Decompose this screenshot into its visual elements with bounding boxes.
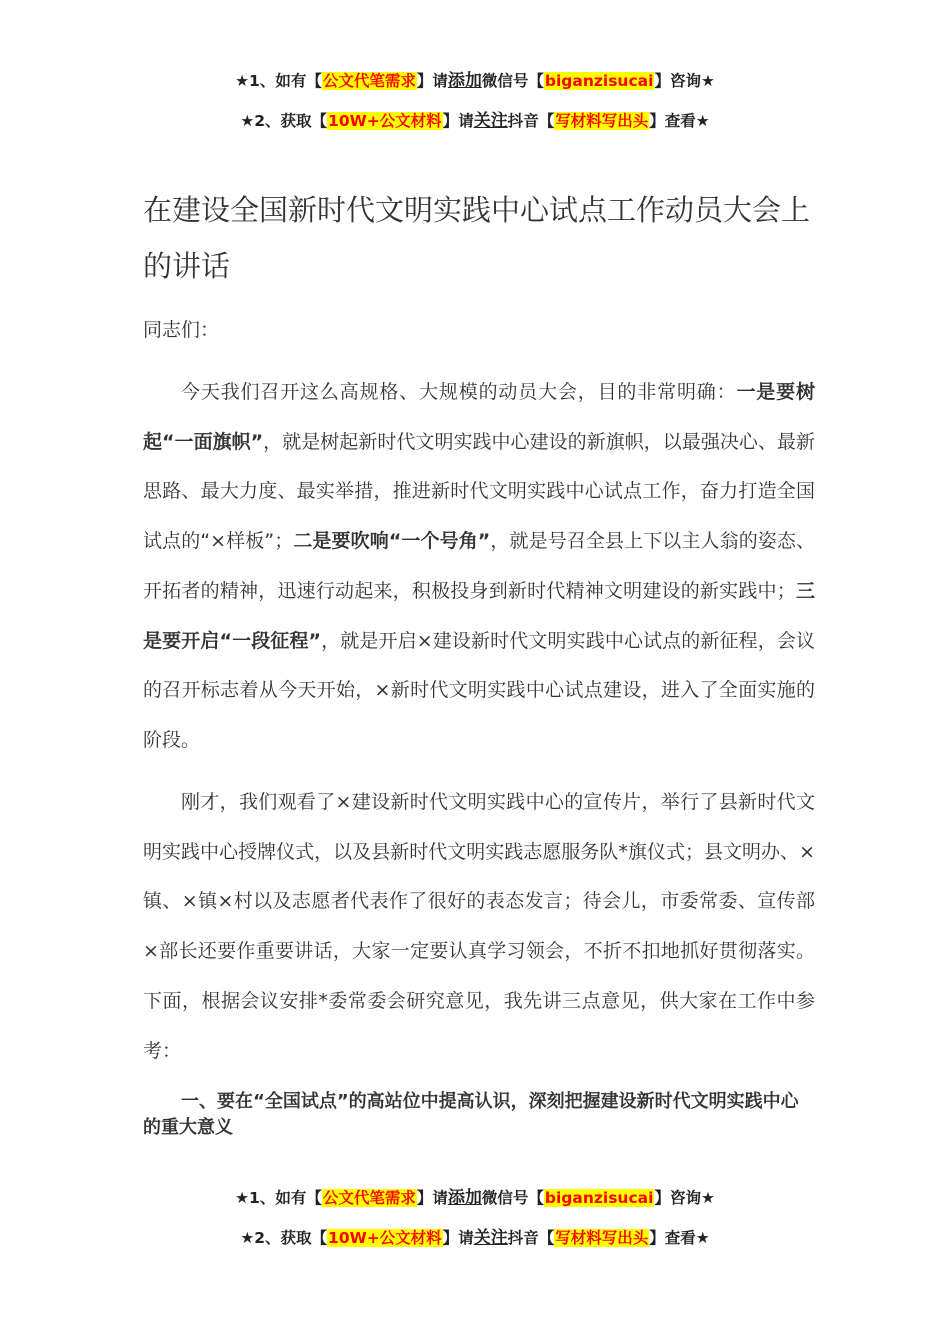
bold-point-2: 二是要吹响“一个号角”: [293, 530, 491, 553]
highlight-materials: 10W+公文材料: [328, 112, 442, 130]
banner-text: 】咨询★: [654, 72, 715, 90]
highlight-douyin-account: 写材料写出头: [555, 112, 649, 130]
underlined-text: 添加: [447, 1188, 482, 1208]
banner-text: 】查看★: [649, 1229, 710, 1247]
highlight-wechat-id: biganzisucai: [544, 72, 654, 90]
banner-text: 微信号【: [481, 1189, 544, 1207]
bold-point-3: 三是要开启“一段征程”: [143, 579, 815, 652]
banner-text: 抖音【: [507, 112, 555, 130]
banner-text: ★1、如有【: [235, 1189, 322, 1207]
banner-text: 】咨询★: [654, 1189, 715, 1207]
banner-text: 微信号【: [481, 72, 544, 90]
highlight-douyin-account: 写材料写出头: [555, 1229, 649, 1247]
banner-text: 】请: [416, 1189, 448, 1207]
top-banner-line-2: [0, 110, 950, 132]
banner-text: 抖音【: [507, 1229, 555, 1247]
bottom-banner-line-1: [0, 1187, 950, 1209]
highlight-materials: 10W+公文材料: [328, 1229, 442, 1247]
paragraph-text: ，就是号召全县上下以主人翁的姿态、开拓者的精神，迅速行动起来，积极投身到新时代精神文明建设的新实践中；: [143, 530, 815, 602]
top-banner-line-1: [0, 70, 950, 92]
bold-point-1: 一是要树起“一面旗帜”: [143, 381, 815, 453]
banner-text: ★1、如有【: [235, 72, 322, 90]
underlined-text: 关注: [473, 1228, 508, 1248]
greeting: 同志们：: [143, 319, 220, 341]
bottom-banner-line-2: [0, 1227, 950, 1249]
paragraph-text: ，就是开启×建设新时代文明实践中心试点的新征程，会议的召开标志着从今天开始，×新时代文明实践中心试点建设，进入了全面实施的阶段。: [143, 629, 815, 751]
underlined-text: 添加: [447, 71, 482, 91]
paragraph-1: [143, 368, 815, 766]
section-heading-1: 一、要在“全国试点”的高站位中提高认识，深刻把握建设新时代文明实践中心的重大意义: [143, 1091, 799, 1138]
paragraph-text: ，就是树起新时代文明实践中心建设的新旗帜，以最强决心、最新思路、最大力度、最实举措，推进新时代文明实践中心试点工作，奋力打造全国试点的“×样板”；: [143, 430, 815, 553]
banner-text: 】请: [442, 112, 474, 130]
underlined-text: 关注: [473, 111, 508, 131]
paragraph-2: 刚才，我们观看了×建设新时代文明实践中心的宣传片，举行了县新时代文明实践中心授牌仪式，以及县新时代文明实践志愿服务队*旗仪式；县文明办、×镇、×镇×村以及志愿者代表作了很好的表态发言；待会儿，市委常委、宣传部×部长还要作重要讲话，大家一定要认真学习领会，不折不扣地抓好贯彻落实。下面，根据会议安排*委常委会研究意见，我先讲三点意见，供大家在工作中参考：: [143, 791, 815, 1062]
highlight-wechat-id: biganzisucai: [544, 1189, 654, 1207]
highlight-service: 公文代笔需求: [322, 72, 416, 90]
banner-text: 】请: [442, 1229, 474, 1247]
banner-text: ★2、获取【: [240, 1229, 328, 1247]
document-title: 在建设全国新时代文明实践中心试点工作动员大会上的讲话: [143, 193, 811, 283]
banner-text: 】请: [416, 72, 448, 90]
banner-text: 】查看★: [649, 112, 710, 130]
banner-text: ★2、获取【: [240, 112, 328, 130]
highlight-service: 公文代笔需求: [322, 1189, 416, 1207]
paragraph-text: 今天我们召开这么高规格、大规模的动员大会，目的非常明确：: [181, 381, 737, 403]
